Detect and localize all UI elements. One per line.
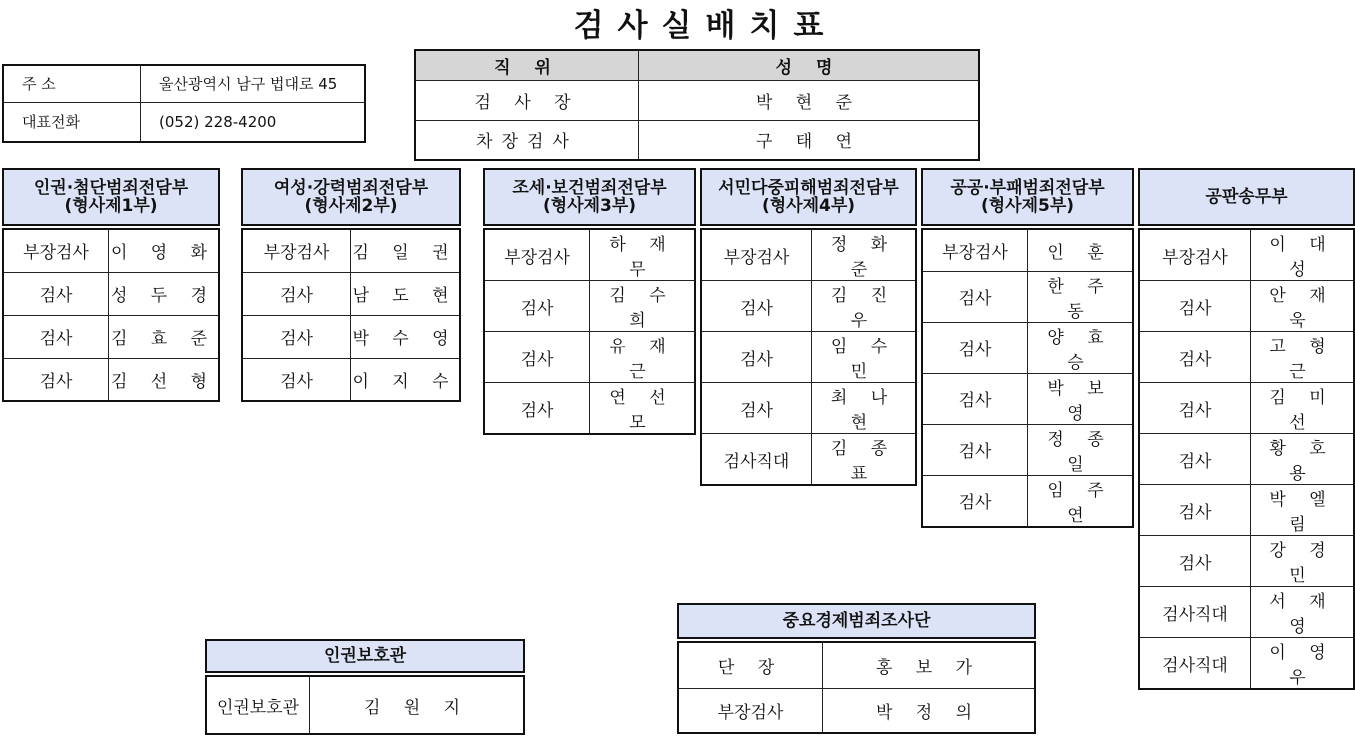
human-rights-position: 인권보호관 — [206, 676, 310, 734]
staff-position: 검사 — [3, 315, 109, 358]
department-name: 공공·부패범죄전담부 — [950, 178, 1105, 198]
staff-name: 김 효 준 — [109, 315, 220, 358]
economic-crime-position: 부장검사 — [678, 688, 823, 733]
phone-label: 대표전화 — [3, 102, 141, 142]
staff-position: 부장검사 — [484, 229, 590, 281]
staff-row — [701, 383, 916, 434]
staff-name: 한 주 동 — [1028, 271, 1134, 322]
department-section — [700, 168, 917, 486]
department-section — [241, 168, 461, 402]
staff-row — [484, 281, 695, 332]
staff-row — [1139, 229, 1354, 281]
department-title — [483, 168, 696, 226]
position-column-header: 직 위 — [415, 50, 639, 80]
staff-name: 이 영 우 — [1251, 638, 1355, 690]
staff-name: 양 효 승 — [1028, 322, 1134, 373]
staff-row — [922, 229, 1133, 271]
staff-row — [242, 272, 460, 315]
staff-name: 김 미 선 — [1251, 383, 1355, 434]
staff-position: 검사 — [1139, 434, 1251, 485]
staff-name: 김 진 우 — [812, 281, 917, 332]
staff-row — [484, 383, 695, 435]
staff-name: 정 종 일 — [1028, 424, 1134, 475]
staff-position: 검사 — [922, 475, 1028, 527]
staff-position: 검사 — [1139, 485, 1251, 536]
address-value: 울산광역시 남구 법대로 45 — [141, 65, 366, 102]
leadership-name: 박 현 준 — [639, 80, 980, 120]
staff-row — [922, 373, 1133, 424]
staff-position: 검사 — [3, 272, 109, 315]
department-name: 인권·첨단범죄전담부 — [33, 178, 189, 198]
department-subtitle: (형사제1부) — [64, 196, 158, 216]
staff-row — [1139, 281, 1354, 332]
human-rights-title: 인권보호관 — [205, 639, 525, 673]
staff-row — [701, 434, 916, 486]
staff-row — [242, 229, 460, 272]
staff-row — [1139, 536, 1354, 587]
human-rights-section — [205, 639, 525, 735]
economic-crime-section — [677, 603, 1036, 734]
staff-name: 최 나 현 — [812, 383, 917, 434]
staff-position: 검사 — [1139, 383, 1251, 434]
department-name: 서민다중피해범죄전담부 — [718, 178, 899, 198]
staff-position: 검사 — [701, 383, 812, 434]
staff-name: 박 수 영 — [351, 315, 461, 358]
department-title — [2, 168, 220, 226]
staff-position: 검사 — [242, 272, 351, 315]
department-subtitle: (형사제3부) — [542, 196, 637, 216]
staff-row — [3, 229, 219, 272]
department-section — [921, 168, 1134, 528]
staff-name: 강 경 민 — [1251, 536, 1355, 587]
staff-position: 검사 — [1139, 281, 1251, 332]
staff-name: 남 도 현 — [351, 272, 461, 315]
staff-row — [3, 315, 219, 358]
staff-name: 김 일 권 — [351, 229, 461, 272]
office-info-table — [2, 64, 366, 143]
staff-row — [242, 358, 460, 401]
staff-position: 부장검사 — [922, 229, 1028, 271]
staff-position: 검사 — [922, 322, 1028, 373]
staff-name: 유 재 근 — [590, 332, 696, 383]
address-label: 주 소 — [3, 65, 141, 102]
leadership-name: 구 태 연 — [639, 120, 980, 160]
staff-position: 검사 — [922, 424, 1028, 475]
economic-crime-name: 홍 보 가 — [823, 642, 1036, 688]
staff-position: 검사 — [484, 332, 590, 383]
staff-name: 김 종 표 — [812, 434, 917, 486]
staff-name: 이 영 화 — [109, 229, 220, 272]
staff-row — [701, 332, 916, 383]
economic-crime-table — [677, 641, 1036, 734]
staff-row — [3, 358, 219, 401]
staff-position: 부장검사 — [3, 229, 109, 272]
department-subtitle: (형사제4부) — [761, 196, 856, 216]
leadership-table — [414, 49, 980, 161]
staff-position: 검사 — [484, 383, 590, 435]
staff-name: 김 수 희 — [590, 281, 696, 332]
staff-name: 임 주 연 — [1028, 475, 1134, 527]
department-staff-table — [483, 228, 696, 435]
staff-position: 검사 — [242, 358, 351, 401]
department-section — [1138, 168, 1355, 690]
staff-name: 이 지 수 — [351, 358, 461, 401]
staff-row — [484, 229, 695, 281]
staff-row — [484, 332, 695, 383]
staff-name: 하 재 무 — [590, 229, 696, 281]
department-staff-table — [2, 228, 220, 402]
staff-position: 검사직대 — [1139, 587, 1251, 638]
staff-position: 검사직대 — [1139, 638, 1251, 690]
staff-name: 황 호 용 — [1251, 434, 1355, 485]
name-column-header: 성 명 — [639, 50, 980, 80]
staff-position: 부장검사 — [242, 229, 351, 272]
staff-position: 검사직대 — [701, 434, 812, 486]
economic-crime-position: 단 장 — [678, 642, 823, 688]
staff-row — [1139, 383, 1354, 434]
department-name: 여성·강력범죄전담부 — [273, 178, 429, 198]
staff-row — [922, 475, 1133, 527]
department-section — [483, 168, 696, 435]
department-subtitle: (형사제5부) — [980, 196, 1075, 216]
staff-name: 서 재 영 — [1251, 587, 1355, 638]
staff-position: 검사 — [3, 358, 109, 401]
department-title — [241, 168, 461, 226]
department-section — [2, 168, 220, 402]
staff-row — [1139, 332, 1354, 383]
staff-name: 정 화 준 — [812, 229, 917, 281]
leadership-position: 차장검사 — [415, 120, 639, 160]
staff-row — [1139, 638, 1354, 690]
staff-row — [1139, 485, 1354, 536]
staff-name: 박 엘 림 — [1251, 485, 1355, 536]
department-staff-table — [241, 228, 461, 402]
staff-position: 검사 — [701, 332, 812, 383]
staff-name: 김 선 형 — [109, 358, 220, 401]
staff-position: 부장검사 — [1139, 229, 1251, 281]
staff-position: 검사 — [1139, 332, 1251, 383]
department-title — [1138, 168, 1355, 226]
staff-position: 검사 — [242, 315, 351, 358]
department-staff-table — [700, 228, 917, 486]
staff-row — [922, 271, 1133, 322]
staff-name: 인 훈 — [1028, 229, 1134, 271]
department-title — [921, 168, 1134, 226]
staff-name: 성 두 경 — [109, 272, 220, 315]
phone-value: (052) 228-4200 — [141, 102, 366, 142]
staff-position: 검사 — [484, 281, 590, 332]
staff-row — [922, 322, 1133, 373]
staff-position: 검사 — [922, 271, 1028, 322]
staff-row — [701, 229, 916, 281]
department-name: 조세·보건범죄전담부 — [512, 178, 667, 198]
leadership-position: 검 사 장 — [415, 80, 639, 120]
staff-row — [1139, 587, 1354, 638]
staff-row — [3, 272, 219, 315]
page-title: 검사실배치표 — [573, 8, 838, 44]
department-subtitle: (형사제2부) — [304, 196, 398, 216]
staff-row — [701, 281, 916, 332]
staff-name: 이 대 성 — [1251, 229, 1355, 281]
staff-position: 검사 — [701, 281, 812, 332]
staff-name: 박 보 영 — [1028, 373, 1134, 424]
human-rights-name: 김 원 지 — [310, 676, 525, 734]
staff-name: 임 수 민 — [812, 332, 917, 383]
staff-name: 고 형 근 — [1251, 332, 1355, 383]
human-rights-table — [205, 675, 525, 735]
staff-name: 안 재 욱 — [1251, 281, 1355, 332]
economic-crime-title: 중요경제범죄조사단 — [677, 603, 1036, 639]
department-name: 공판송무부 — [1205, 187, 1288, 207]
department-staff-table — [921, 228, 1134, 528]
staff-row — [242, 315, 460, 358]
department-staff-table — [1138, 228, 1355, 690]
economic-crime-name: 박 정 의 — [823, 688, 1036, 733]
staff-position: 검사 — [1139, 536, 1251, 587]
staff-position: 부장검사 — [701, 229, 812, 281]
staff-name: 연 선 모 — [590, 383, 696, 435]
staff-position: 검사 — [922, 373, 1028, 424]
staff-row — [922, 424, 1133, 475]
department-title — [700, 168, 917, 226]
staff-row — [1139, 434, 1354, 485]
